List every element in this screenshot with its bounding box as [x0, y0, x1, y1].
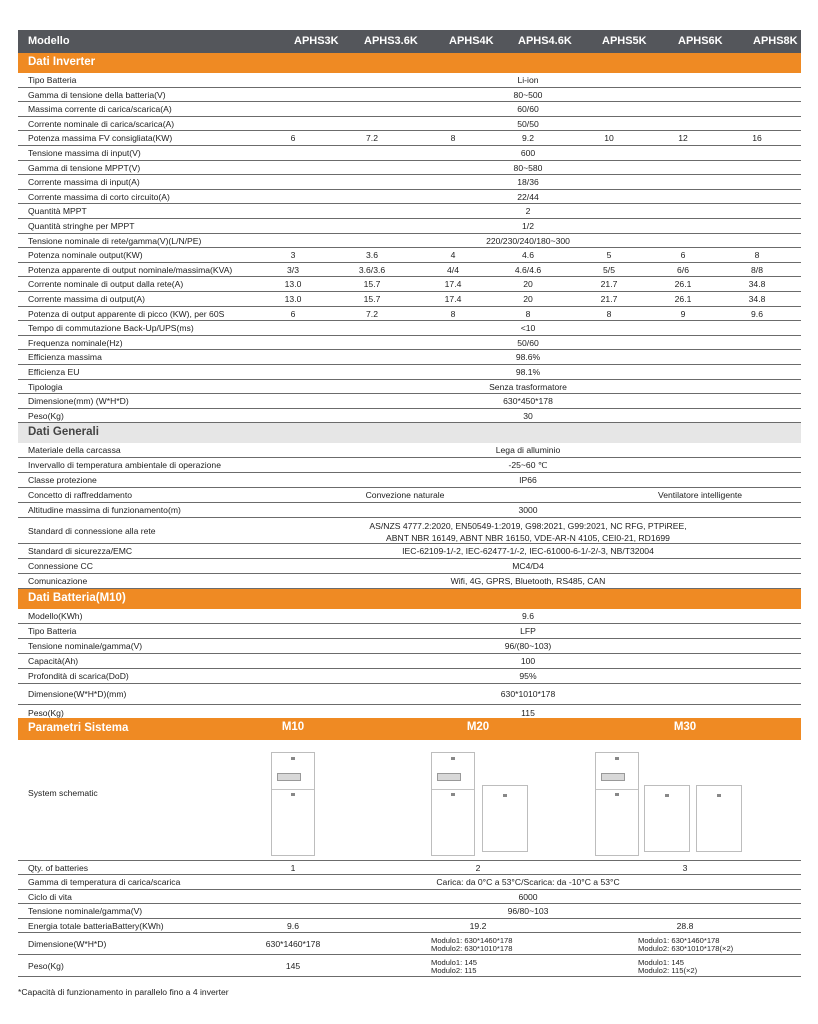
table-row: [18, 131, 801, 146]
table-row: [18, 544, 801, 559]
row-label: Materiale della carcassa: [28, 445, 121, 455]
table-row: [18, 639, 801, 654]
model-header-bar: [18, 30, 801, 54]
cell-value-span: 80~580: [513, 162, 543, 173]
cell-value: 9.6: [751, 308, 763, 319]
cell-value-span: 630*450*178: [503, 396, 553, 407]
cell-value: 8/8: [751, 264, 763, 275]
row-label: Tensione massima di input(V): [28, 148, 141, 158]
cell-value: 6/6: [677, 264, 689, 275]
table-row: [18, 875, 801, 889]
cell-value: 8: [606, 308, 612, 319]
table-row: [18, 904, 801, 918]
model-header-label: Modello: [28, 35, 70, 47]
section-title: Dati Generali: [28, 426, 99, 438]
table-row: [18, 443, 801, 458]
row-label: Standard di sicurezza/EMC: [28, 546, 133, 556]
section-title: Parametri Sistema: [28, 722, 129, 734]
row-label: Tipo Batteria: [28, 75, 77, 85]
cell-value-left: Convezione naturale: [365, 490, 445, 500]
footnote: *Capacità di funzionamento in parallelo fino a 4 inverter: [18, 987, 229, 997]
model-col-1: APHS3K: [294, 35, 339, 47]
cell-value: 28.8: [676, 920, 694, 931]
m20-module-icon: [482, 785, 528, 852]
section-battery: [18, 589, 801, 609]
table-row: [18, 955, 801, 977]
module-value: Modulo2: 115: [431, 966, 477, 975]
table-row: [18, 321, 801, 336]
row-label: Tipo Batteria: [28, 626, 77, 636]
model-col-4: APHS4.6K: [518, 35, 572, 47]
m20-stack-icon: [431, 752, 475, 856]
cell-value: 6: [680, 250, 686, 261]
cell-value: 6: [290, 308, 296, 319]
row-label: Standard di connessione alla rete: [28, 526, 156, 536]
section-title: Dati Batteria(M10): [28, 592, 126, 604]
row-label: Peso(Kg): [28, 961, 64, 971]
cell-value: 7.2: [366, 308, 378, 319]
cell-value: 4.6/4.6: [514, 264, 542, 275]
cell-value-span: 630*1010*178: [500, 689, 556, 699]
module-value: Modulo1: 630*1460*178: [638, 936, 720, 945]
system-col-m20: M20: [466, 721, 490, 733]
cell-value-span: Lega di alluminio: [495, 445, 561, 455]
cell-value-span: 3000: [518, 505, 538, 515]
row-label: Quantità stringhe per MPPT: [28, 221, 135, 231]
model-col-3: APHS4K: [449, 35, 494, 47]
cell-value: 6: [290, 133, 296, 144]
table-row: [18, 624, 801, 639]
cell-value-span: Carica: da 0°C a 53°C/Scarica: da -10°C a 53°C: [436, 877, 620, 888]
cell-value: 9.2: [522, 133, 534, 144]
table-row: [18, 277, 801, 292]
schematic-label: System schematic: [28, 788, 98, 798]
cell-value: 8: [525, 308, 531, 319]
cell-value: 10: [604, 133, 614, 144]
table-row: [18, 503, 801, 518]
row-label: Tipologia: [28, 381, 63, 392]
row-label: Connessione CC: [28, 561, 93, 571]
row-label: Dimensione(mm) (W*H*D): [28, 396, 129, 407]
row-label: Frequenza nominale(Hz): [28, 337, 123, 348]
cell-value: 3.6/3.6: [358, 264, 386, 275]
table-row: [18, 559, 801, 574]
section-inverter: [18, 53, 801, 73]
table-row: [18, 204, 801, 219]
table-row: [18, 336, 801, 351]
cell-value-span: Li-ion: [517, 75, 539, 85]
cell-value: 20: [523, 279, 533, 290]
table-row: [18, 488, 801, 503]
row-label: Altitudine massima di funzionamento(m): [28, 505, 181, 515]
cell-value-span: 96/80~103: [507, 906, 549, 917]
cell-value-span: 2: [525, 206, 531, 217]
cell-value-span: IEC-62109-1/-2, IEC-62477-1/-2, IEC-61000-6-1/-2/-3, NB/T32004: [402, 546, 654, 556]
cell-value-span: 18/36: [517, 177, 539, 188]
table-row: [18, 473, 801, 488]
table-row: [18, 146, 801, 161]
row-label: Gamma di temperatura di carica/scarica: [28, 877, 181, 888]
row-label: Capacità(Ah): [28, 656, 79, 666]
table-row: [18, 248, 801, 263]
table-row: [18, 574, 801, 589]
cell-value: 20: [523, 294, 533, 304]
table-row: [18, 409, 801, 424]
row-label: Massima corrente di carica/scarica(A): [28, 104, 172, 115]
row-label: Potenza massima FV consigliata(KW): [28, 133, 173, 144]
cell-value: 15.7: [363, 279, 381, 290]
cell-value: 8: [450, 133, 456, 144]
cell-value: 21.7: [600, 294, 618, 304]
cell-value-span: 100: [520, 656, 536, 666]
row-label: Profondità di scarica(DoD): [28, 671, 129, 681]
cell-value: 9.6: [287, 920, 299, 931]
cell-value: 145: [285, 961, 301, 971]
row-label: Corrente massima di input(A): [28, 177, 140, 188]
m30-stack-icon: [595, 752, 639, 856]
module-value: Modulo1: 145: [638, 958, 685, 967]
table-row: [18, 669, 801, 684]
table-row: [18, 102, 801, 117]
cell-value-span: 30: [523, 410, 533, 421]
cell-value-span: 115: [521, 708, 535, 718]
cell-value-span: 1/2: [522, 221, 534, 231]
system-col-m10: M10: [281, 721, 305, 733]
table-row: [18, 654, 801, 669]
cell-value: 26.1: [674, 294, 692, 304]
row-label: Gamma di tensione MPPT(V): [28, 162, 141, 173]
cell-value-span: <10: [520, 323, 536, 334]
cell-value: 5: [606, 250, 612, 261]
cell-value: 3/3: [287, 264, 299, 275]
cell-value: 15.7: [363, 294, 381, 304]
cell-value: 3: [682, 863, 688, 873]
cell-value-span: 6000: [518, 891, 538, 902]
m10-stack-icon: [271, 752, 315, 856]
table-row: [18, 394, 801, 409]
schematic-row: [18, 740, 801, 861]
table-row: [18, 609, 801, 624]
cell-value: 17.4: [444, 279, 462, 290]
cell-value: 13.0: [284, 294, 302, 304]
row-label: Comunicazione: [28, 576, 88, 586]
row-label: Energia totale batteriaBattery(KWh): [28, 920, 164, 931]
row-label: Peso(Kg): [28, 708, 64, 718]
model-col-6: APHS6K: [678, 35, 723, 47]
row-label: Efficienza EU: [28, 367, 80, 377]
cell-value: 4: [450, 250, 456, 261]
row-label: Dimensione(W*H*D): [28, 939, 107, 949]
section-title: Dati Inverter: [28, 56, 96, 68]
cell-value-span: Senza trasformatore: [489, 381, 567, 392]
module-value: Modulo2: 115(×2): [638, 966, 698, 975]
cell-value-span: 98.1%: [515, 367, 541, 377]
table-row: [18, 73, 801, 88]
cell-value-span: Wifi, 4G, GPRS, Bluetooth, RS485, CAN: [450, 576, 606, 586]
cell-value: 3.6: [366, 250, 378, 261]
row-label: Potenza apparente di output nominale/massima(KVA): [28, 264, 233, 275]
module-value: Modulo2: 630*1010*178: [431, 944, 513, 953]
cell-value-span: 600: [520, 148, 536, 158]
row-label: Invervallo di temperatura ambientale di operazione: [28, 460, 221, 470]
cell-value: 13.0: [284, 279, 302, 290]
section-system: [18, 718, 801, 740]
cell-value-span: 22/44: [517, 191, 539, 202]
module-value: Modulo1: 145: [431, 958, 478, 967]
table-row: [18, 933, 801, 955]
table-row: [18, 861, 801, 875]
cell-value-span: AS/NZS 4777.2:2020, EN50549-1:2019, G98:2021, G99:2021, NC RFG, PTPiREE,: [369, 521, 687, 531]
cell-value-span: 80~500: [513, 89, 543, 100]
m30-module-icon-2: [696, 785, 742, 852]
table-row: [18, 161, 801, 176]
row-label: Corrente nominale di carica/scarica(A): [28, 118, 175, 129]
table-row: [18, 175, 801, 190]
cell-value: 3: [290, 250, 296, 261]
cell-value: 16: [752, 133, 762, 144]
cell-value-span: 96/(80~103): [504, 641, 552, 651]
table-row: [18, 190, 801, 205]
cell-value-span: 220/230/240/180~300: [486, 235, 570, 246]
cell-value-span: 60/60: [517, 104, 539, 115]
cell-value: 34.8: [748, 279, 766, 290]
row-label: Efficienza massima: [28, 352, 102, 363]
m30-module-icon-1: [644, 785, 690, 852]
cell-value: 26.1: [674, 279, 692, 290]
table-row: [18, 263, 801, 278]
cell-value: 19.2: [469, 920, 487, 931]
cell-value-span: 50/50: [517, 118, 539, 129]
cell-value: 12: [678, 133, 688, 144]
row-label: Potenza nominale output(KW): [28, 250, 143, 261]
table-row: [18, 88, 801, 103]
cell-value-span: IP66: [519, 475, 537, 485]
model-col-7: APHS8K: [753, 35, 798, 47]
model-col-2: APHS3.6K: [364, 35, 418, 47]
row-label: Tensione nominale/gamma(V): [28, 641, 143, 651]
row-label: Quantità MPPT: [28, 206, 87, 217]
table-row: [18, 380, 801, 395]
cell-value-span: LFP: [520, 626, 536, 636]
row-label: Gamma di tensione della batteria(V): [28, 89, 166, 100]
cell-value: 21.7: [600, 279, 618, 290]
row-label: Tensione nominale/gamma(V): [28, 906, 143, 917]
cell-value-right: Ventilatore intelligente: [657, 490, 743, 500]
table-row: [18, 117, 801, 132]
cell-value: 4/4: [447, 264, 459, 275]
row-label: Dimensione(W*H*D)(mm): [28, 689, 127, 699]
table-row: [18, 292, 801, 307]
row-label: Classe protezione: [28, 475, 97, 485]
table-row: [18, 518, 801, 544]
table-row: [18, 684, 801, 705]
cell-value-span: MC4/D4: [512, 561, 544, 571]
row-label: Tempo di commutazione Back-Up/UPS(ms): [28, 323, 194, 334]
cell-value-span: 9.6: [522, 611, 534, 621]
module-value: Modulo2: 630*1010*178(×2): [638, 944, 734, 953]
module-value: Modulo1: 630*1460*178: [431, 936, 513, 945]
cell-value: 34.8: [748, 294, 766, 304]
table-row: [18, 365, 801, 380]
cell-value: 630*1460*178: [265, 939, 321, 949]
row-label: Modello(KWh): [28, 611, 83, 621]
system-col-m30: M30: [673, 721, 697, 733]
cell-value: 2: [475, 863, 481, 873]
row-label: Corrente massima di corto circuito(A): [28, 191, 170, 202]
cell-value: 9: [680, 308, 686, 319]
cell-value: 1: [290, 863, 296, 873]
cell-value: 5/5: [603, 264, 615, 275]
table-row: [18, 350, 801, 365]
cell-value-span: 50/60: [517, 337, 539, 348]
cell-value-span: 95%: [519, 671, 537, 681]
row-label: Corrente nominale di output dalla rete(A): [28, 279, 184, 290]
row-label: Potenza di output apparente di picco (KW), per 60S: [28, 308, 225, 319]
cell-value: 8: [450, 308, 456, 319]
table-row: [18, 919, 801, 933]
row-label: Peso(Kg): [28, 410, 64, 421]
row-label: Qty. of batteries: [28, 863, 89, 873]
cell-value-span-2: ABNT NBR 16149, ABNT NBR 16150, VDE-AR-N 4105, CEI0-21, RD1699: [386, 533, 670, 543]
cell-value: 8: [754, 250, 760, 261]
row-label: Ciclo di vita: [28, 891, 72, 902]
row-label: Tensione nominale di rete/gamma(V)(L/N/PE): [28, 235, 202, 246]
table-row: [18, 219, 801, 234]
table-row: [18, 307, 801, 322]
cell-value: 4.6: [522, 250, 534, 261]
table-row: [18, 234, 801, 249]
cell-value-span: 98.6%: [515, 352, 541, 363]
row-label: Concetto di raffreddamento: [28, 490, 132, 500]
model-col-5: APHS5K: [602, 35, 647, 47]
section-general: [18, 423, 801, 443]
row-label: Corrente massima di output(A): [28, 294, 146, 304]
cell-value: 7.2: [366, 133, 378, 144]
cell-value: 17.4: [444, 294, 462, 304]
table-row: [18, 890, 801, 904]
table-row: [18, 458, 801, 473]
cell-value-span: -25~60 ℃: [508, 460, 548, 470]
